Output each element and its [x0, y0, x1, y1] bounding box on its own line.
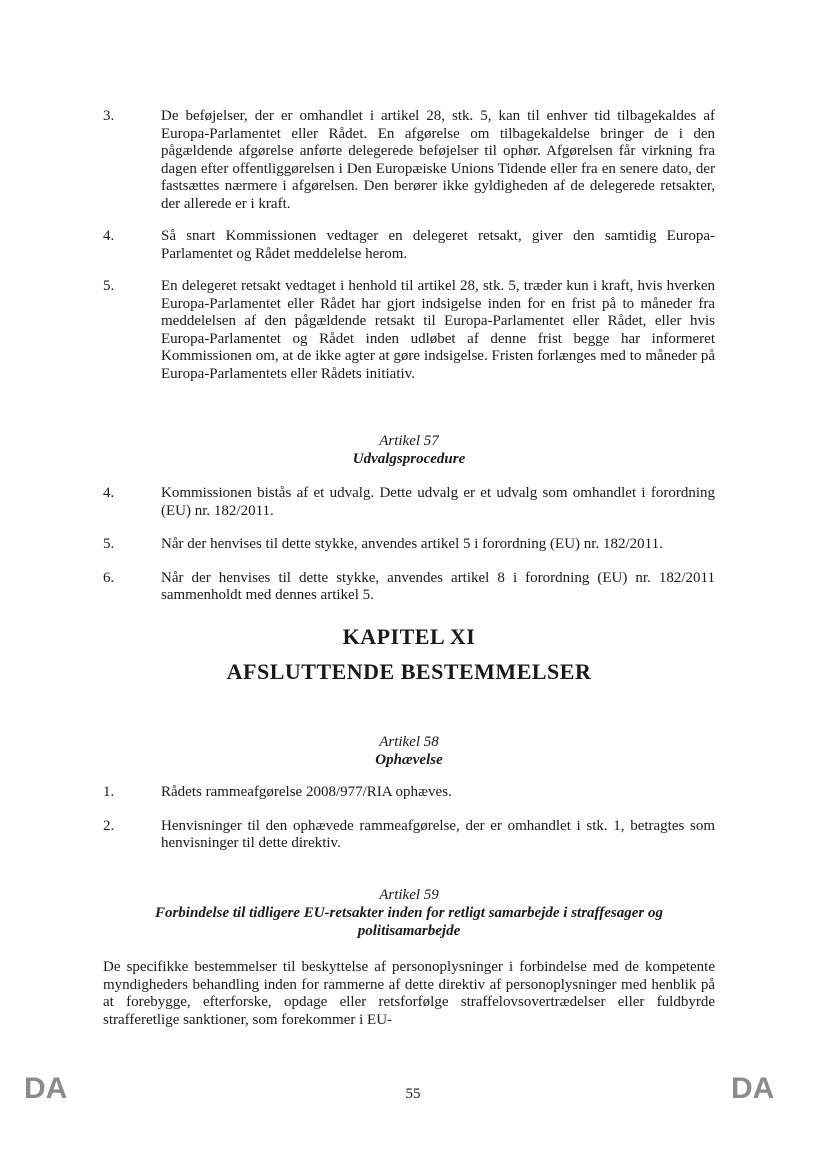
item-number: 6.	[103, 569, 115, 586]
language-code-right: DA	[731, 1072, 775, 1105]
article-title: Forbindelse til tidligere EU-retsakter inden for retligt samarbejde i straffesager og politisamarbejde	[154, 905, 664, 939]
item-number: 1.	[103, 784, 115, 800]
chapter-title: AFSLUTTENDE BESTEMMELSER	[226, 659, 592, 684]
list-item	[103, 570, 715, 605]
item-text: Kommissionen bistås af et udvalg. Dette udvalg er et udvalg som omhandlet i forordning (EU) nr. 182/2011.	[161, 485, 715, 519]
article-59-body: De specifikke bestemmelser til beskyttelse af personoplysninger i forbindelse med de kompetente myndigheders behandling inden for rammerne af dette direktiv af personoplysninger med henblik på at forebygge, efterforske, opdage eller retsforfølge straffelovsovertrædelser eller fuldbyrde strafferetlige sanktioner, som forekommer i EU-	[103, 959, 715, 1028]
item-number: 4.	[103, 228, 115, 244]
article-title: Ophævelse	[375, 752, 443, 768]
list-item	[103, 278, 715, 383]
item-number: 5.	[103, 278, 115, 294]
list-item	[103, 228, 715, 263]
article-number: Artikel 58	[379, 734, 439, 750]
item-text: Når der henvises til dette stykke, anvendes artikel 8 i forordning (EU) nr. 182/2011 sammenholdt med dennes artikel 5.	[161, 569, 715, 603]
article-title: Udvalgsprocedure	[352, 451, 466, 467]
item-number: 2.	[103, 817, 115, 834]
item-number: 5.	[103, 536, 115, 552]
list-item	[103, 485, 715, 520]
article-59-heading	[103, 886, 715, 940]
language-code-left: DA	[24, 1072, 68, 1105]
article-number: Artikel 59	[379, 887, 439, 903]
article-58-heading	[103, 733, 715, 769]
item-text: De beføjelser, der er omhandlet i artikel 28, stk. 5, kan til enhver tid tilbagekaldes af Europa-Parlamentet eller Rådet. En afgørelse om tilbagekaldelse bringer de i den pågældende afgørelse anførte delegerede beføjelser til ophør. Afgørelsen får virkning fra dagen efter offentliggørelsen i Den Europæiske Unions Tidende eller fra en senere dato, der fastsættes nærmere i afgørelsen. Den berører ikke gyldigheden af de delegerede retsakter, der allerede er i kraft.	[161, 108, 715, 212]
article-number: Artikel 57	[379, 433, 439, 449]
list-item	[103, 536, 715, 554]
delegation-list	[103, 108, 715, 383]
item-text: Henvisninger til den ophævede rammeafgørelse, der er omhandlet i stk. 1, betragtes som henvisninger til dette direktiv.	[161, 817, 715, 851]
list-item	[103, 108, 715, 213]
list-item	[103, 784, 715, 802]
item-text: Når der henvises til dette stykke, anvendes artikel 5 i forordning (EU) nr. 182/2011.	[161, 536, 663, 552]
item-number: 3.	[103, 108, 115, 124]
page-number: 55	[405, 1086, 421, 1102]
list-item	[103, 818, 715, 853]
article-57-heading	[103, 432, 715, 468]
item-number: 4.	[103, 485, 115, 501]
chapter-number: KAPITEL XI	[342, 624, 476, 649]
item-text: Rådets rammeafgørelse 2008/977/RIA ophæves.	[161, 784, 452, 800]
item-text: En delegeret retsakt vedtaget i henhold til artikel 28, stk. 5, træder kun i kraft, hvis hverken Europa-Parlamentet eller Rådet har gjort indsigelse inden for en frist på to måneder fra meddelelsen af den pågældende retsakt til Europa-Parlamentet eller Rådet, eller hvis Europa-Parlamentet og Rådet inden udløbet af denne frist begge har informeret Kommissionen om, at de ikke agter at gøre indsigelse. Fristen forlænges med to måneder på Europa-Parlamentets eller Rådets initiativ.	[161, 278, 715, 382]
article-58-list	[103, 784, 715, 853]
article-57-list	[103, 485, 715, 605]
item-text: Så snart Kommissionen vedtager en delegeret retsakt, giver den samtidig Europa-Parlamentet og Rådet meddelelse herom.	[161, 228, 715, 262]
